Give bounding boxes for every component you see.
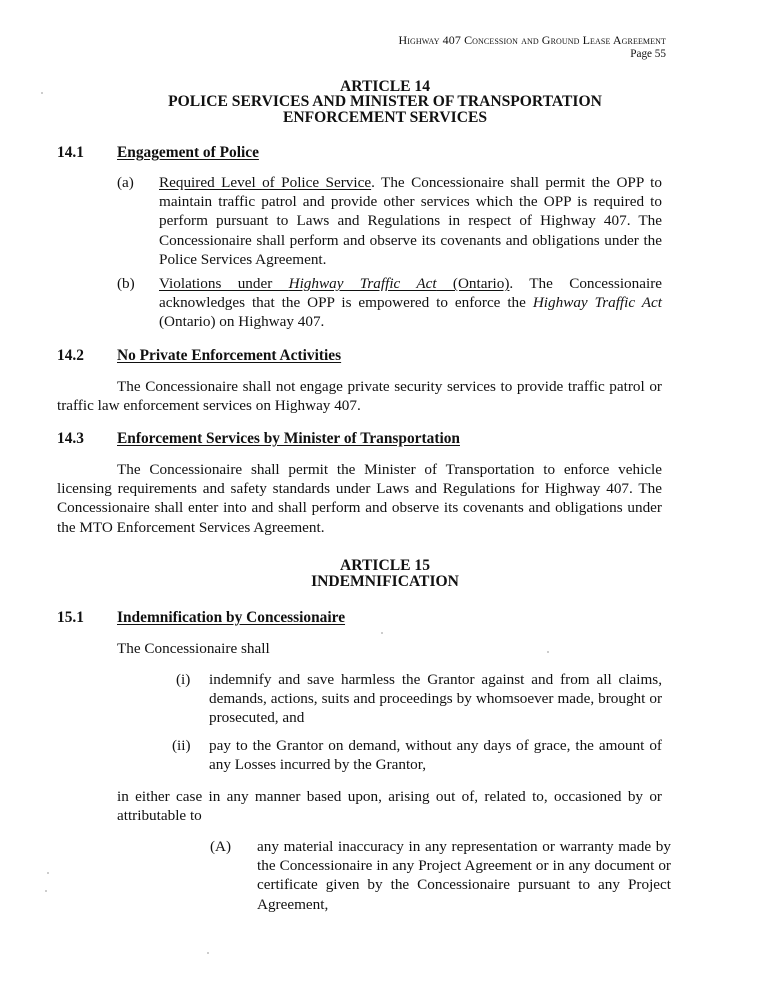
lead-italic: Highway Traffic Act: [288, 275, 437, 292]
clause-body: pay to the Grantor on demand, without any days of grace, the amount of any Losses incurred by the Grantor,: [209, 737, 662, 774]
scan-speck: [45, 890, 47, 892]
section-title: Engagement of Police: [117, 144, 259, 161]
section-number: 14.3: [57, 430, 84, 447]
section-number: 14.2: [57, 347, 84, 364]
running-header: [399, 33, 667, 61]
clause-text-end: (Ontario) on Highway 407.: [159, 313, 325, 331]
section-title: No Private Enforcement Activities: [117, 347, 342, 364]
clause-lead: Required Level of Police Service: [159, 174, 372, 191]
scan-speck: [207, 952, 209, 954]
section-14-3-paragraph: The Concessionaire shall permit the Minister of Transportation to enforce vehicle licensing requirements and safety standards under Laws and Regulations for Highway 407. The Concessionaire shall enter into and shall perform and observe its covenants and obligations under the MTO Enforcement Services Agreement.: [57, 461, 662, 536]
clause-label: (A): [210, 838, 232, 855]
clause-text: . The Concessionaire acknowledges that the OPP is empowered to enforce the: [159, 275, 662, 312]
section-14-2-paragraph: The Concessionaire shall not engage private security services to provide traffic patrol or traffic law enforcement services on Highway 407.: [57, 378, 662, 415]
article-14-title-line1: POLICE SERVICES AND MINISTER OF TRANSPORTATION: [168, 93, 602, 110]
article-14-number: ARTICLE 14: [340, 78, 430, 95]
section-15-1-connector: in either case in any manner based upon, arising out of, related to, occasioned by or attributable to: [117, 788, 662, 825]
section-title: Enforcement Services by Minister of Transportation: [117, 430, 460, 447]
clause-lead: [159, 275, 509, 292]
clause-body: [159, 173, 662, 269]
lead-text: Violations under: [159, 275, 289, 292]
scan-speck: [47, 872, 49, 874]
document-title: Highway 407 Concession and Ground Lease Agreement: [398, 33, 666, 47]
article-15-title: INDEMNIFICATION: [311, 573, 459, 590]
article-15-number: ARTICLE 15: [340, 557, 430, 574]
clause-label: (i): [176, 671, 191, 688]
clause-label: (a): [117, 174, 134, 191]
section-number: 15.1: [57, 609, 84, 626]
section-number: 14.1: [57, 144, 84, 161]
clause-label: (b): [117, 275, 135, 292]
clause-text: . The Concessionaire shall permit the OPP to maintain traffic patrol and provide other services which the OPP is required to perform pursuant to Laws and Regulations in respect of Highway 407. The Concessionaire shall perform and observe its covenants and obligations under the Police Services Agreement.: [159, 174, 662, 268]
section-15-1-intro: The Concessionaire shall: [117, 640, 270, 657]
clause-label: (ii): [172, 737, 191, 754]
scan-speck: [547, 651, 549, 653]
clause-body: [159, 274, 662, 332]
lead-text-post: (Ontario): [436, 275, 510, 292]
section-title: Indemnification by Concessionaire: [117, 609, 346, 626]
scan-speck: [381, 632, 383, 634]
article-14-title-line2: ENFORCEMENT SERVICES: [282, 109, 488, 126]
clause-body: indemnify and save harmless the Grantor against and from all claims, demands, actions, suits and proceedings by whomsoever made, brought or prosecuted, and: [209, 671, 662, 727]
clause-body: any material inaccuracy in any representation or warranty made by the Concessionaire in any Project Agreement or in any document or certificate given by the Concessionaire pursuant to any Project Agreement,: [257, 838, 671, 913]
clause-text-italic: Highway Traffic Act: [532, 294, 662, 312]
scan-speck: [41, 92, 43, 94]
page-number: Page 55: [630, 48, 666, 60]
